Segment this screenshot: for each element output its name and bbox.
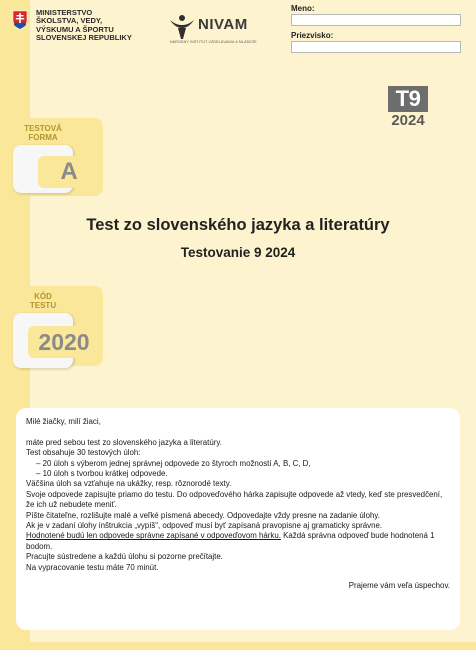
- instruction-legibility: Píšte čitateľne, rozlišujte malé a veľké písmená abecedy. Odpovedajte vždy presne na zadanie úlohy.: [26, 510, 380, 520]
- name-label: Meno:: [291, 4, 315, 13]
- test-form-label-line2: FORMA: [28, 133, 58, 142]
- instruction-texts: Väčšina úloh sa vzťahuje na ukážky, resp. rôznorodé texty.: [26, 479, 232, 489]
- ministry-name: MINISTERSTVO ŠKOLSTVA, VEDY, VÝSKUMU A ŠPORTU SLOVENSKEJ REPUBLIKY: [36, 8, 132, 43]
- instruction-spelling: Ak je v zadaní úlohy inštrukcia „vypíš“, odpoveď musí byť zapísaná pravopisne aj gramaticky správne.: [26, 521, 383, 531]
- scoring-rest: Každá správna odpoveď bude hodnotená 1 bodom.: [26, 531, 435, 551]
- test-code-label-line1: KÓD: [34, 292, 52, 301]
- instructions-box: [16, 408, 460, 630]
- instruction-intro: máte pred sebou test zo slovenského jazyka a literatúry.: [26, 437, 222, 447]
- test-code-badge: T9: [388, 86, 428, 112]
- instruction-task-count: Test obsahuje 30 testových úloh:: [26, 448, 141, 458]
- greeting: Milé žiačky, milí žiaci,: [26, 417, 101, 426]
- instruction-focus: Pracujte sústredene a každú úlohu si pozorne prečítajte.: [26, 552, 223, 562]
- badge-year: 2024: [391, 112, 425, 129]
- instruction-scoring: [26, 531, 450, 552]
- instruction-time-limit: Na vypracovanie testu máte 70 minút.: [26, 562, 159, 572]
- name-field[interactable]: [291, 14, 461, 26]
- test-form-value: A: [38, 156, 100, 188]
- slovak-coat-of-arms-icon: [12, 10, 28, 30]
- closing-wish: Prajeme vám veľa úspechov.: [348, 581, 450, 591]
- surname-field[interactable]: [291, 41, 461, 53]
- test-form-label-line1: TESTOVÁ: [24, 124, 62, 133]
- test-subtitle: Testovanie 9 2024: [180, 245, 296, 260]
- instruction-bullet-multiple-choice: – 20 úloh s výberom jednej správnej odpovede zo štyroch možností A, B, C, D,: [36, 458, 311, 468]
- test-code-value: 2020: [28, 326, 100, 358]
- nivam-logo-icon: [168, 12, 196, 40]
- nivam-subtitle: NÁRODNÝ INŠTITÚT VZDELÁVANIA A MLÁDEŽE: [170, 40, 257, 44]
- bottom-color-band: [0, 642, 476, 650]
- instruction-answer-sheet: Svoje odpovede zapisujte priamo do testu. Do odpoveďového hárka zapisujte odpovede až vtedy, keď ste presvedčení, že ich už nebudete meniť.: [26, 489, 443, 510]
- instruction-bullet-short-answer: – 10 úloh s tvorbou krátkej odpovede.: [36, 469, 168, 479]
- scoring-underlined: Hodnotené budú len odpovede správne zapísané v odpoveďovom hárku.: [26, 531, 281, 541]
- nivam-name: NIVAM: [198, 16, 248, 33]
- surname-label: Priezvisko:: [291, 31, 334, 40]
- test-code-label-line2: TESTU: [29, 301, 57, 310]
- test-title: Test zo slovenského jazyka a literatúry: [86, 216, 390, 234]
